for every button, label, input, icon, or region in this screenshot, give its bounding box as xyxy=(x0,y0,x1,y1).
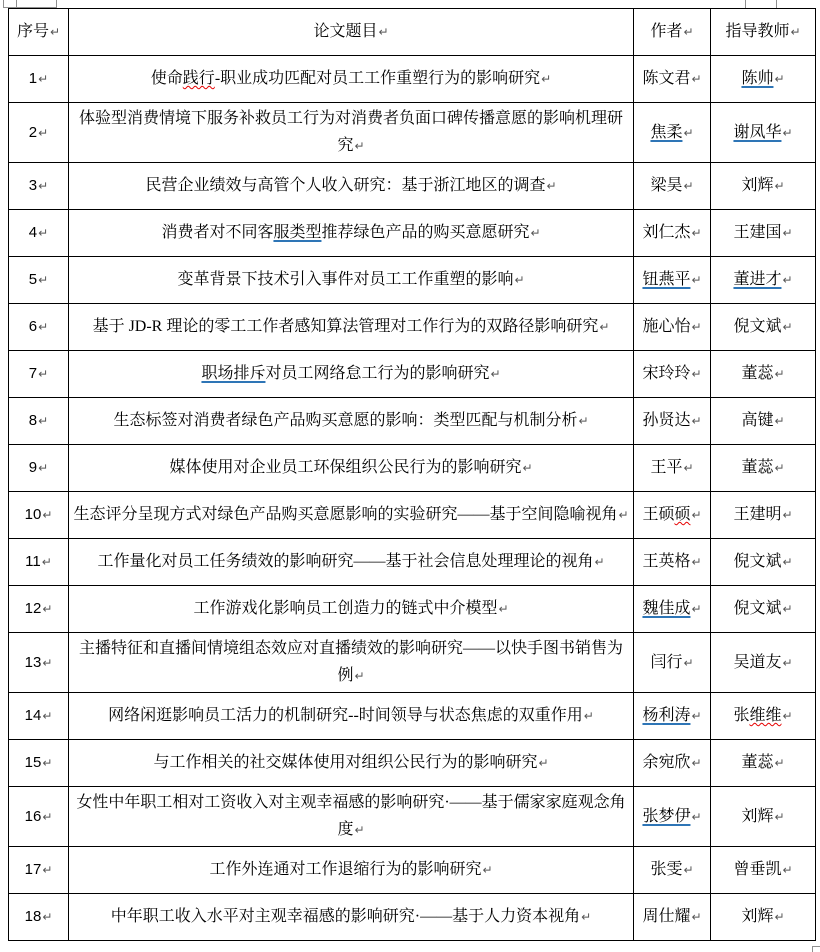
table-row xyxy=(9,163,816,210)
cell-author[interactable] xyxy=(634,492,711,539)
cell-end-mark: ↵ xyxy=(38,320,49,334)
table-row xyxy=(9,56,816,103)
cell-author[interactable] xyxy=(634,210,711,257)
cell-no[interactable]: 14↵ xyxy=(9,693,69,740)
text-segment: 倪文斌 xyxy=(733,600,782,617)
cell-end-mark: ↵ xyxy=(691,555,702,569)
cell-end-mark: ↵ xyxy=(782,125,793,140)
text-segment: 刘辉 xyxy=(741,908,774,925)
cell-end-mark: ↵ xyxy=(42,910,53,924)
text-segment: 推荐绿色产品的购买意愿研究 xyxy=(321,224,530,241)
text-segment: 闫行 xyxy=(650,653,683,671)
cell-end-mark: ↵ xyxy=(42,508,53,522)
cell-end-mark: ↵ xyxy=(38,125,49,140)
text-segment: 主播特征和直播间情境组态效应对直播绩效的影响研究——以快手图书销售为例 xyxy=(78,640,623,684)
text-segment: 董蕊 xyxy=(741,365,774,382)
cell-author[interactable] xyxy=(634,304,711,351)
cell-advisor[interactable] xyxy=(711,633,816,693)
cell-end-mark: ↵ xyxy=(482,863,493,877)
header-row xyxy=(9,9,816,56)
cell-advisor[interactable] xyxy=(711,56,816,103)
table-row xyxy=(9,787,816,847)
cell-author[interactable] xyxy=(634,56,711,103)
cell-end-mark: ↵ xyxy=(41,555,52,569)
cell-end-mark: ↵ xyxy=(774,367,785,381)
text-segment: 民营企业绩效与高管个人收入研究：基于浙江地区的调查 xyxy=(145,177,546,194)
cell-title[interactable] xyxy=(69,351,634,398)
table-row xyxy=(9,586,816,633)
table-handle-artifact-left-1 xyxy=(3,0,17,8)
text-segment: 施心怡 xyxy=(642,318,691,335)
cell-end-mark: ↵ xyxy=(691,602,702,616)
thesis-table xyxy=(8,8,816,941)
cell-title[interactable] xyxy=(69,445,634,492)
text-segment: 生态标签对消费者绿色产品购买意愿的影响：类型匹配与机制分析 xyxy=(113,412,578,429)
text-segment: 践行 xyxy=(182,70,215,87)
cell-end-mark: ↵ xyxy=(378,25,389,39)
text-segment: 张雯 xyxy=(650,861,683,878)
cell-end-mark: ↵ xyxy=(541,72,552,86)
cell-author[interactable] xyxy=(634,894,711,941)
cell-no[interactable]: 7↵ xyxy=(9,351,69,398)
cell-advisor[interactable] xyxy=(711,445,816,492)
cell-end-mark: ↵ xyxy=(691,273,702,287)
cell-end-mark: ↵ xyxy=(49,25,61,39)
text-segment: 孙贤达 xyxy=(642,412,691,429)
cell-advisor[interactable] xyxy=(711,103,816,163)
cell-no[interactable]: 8↵ xyxy=(9,398,69,445)
col-header-no-label: 序号 xyxy=(16,23,49,40)
cell-no[interactable]: 11↵ xyxy=(9,539,69,586)
cell-end-mark: ↵ xyxy=(782,508,793,522)
text-segment: 王硕 xyxy=(642,506,675,523)
text-segment: 谢凤华 xyxy=(733,123,782,141)
cell-end-mark: ↵ xyxy=(782,602,793,616)
cell-author[interactable] xyxy=(634,351,711,398)
cell-author[interactable] xyxy=(634,103,711,163)
text-segment: 对员工网络怠工行为的影响研究 xyxy=(265,365,490,382)
text-segment: 董蕊 xyxy=(741,754,774,771)
text-segment: 倪文斌 xyxy=(733,318,782,335)
cell-end-mark: ↵ xyxy=(691,910,702,924)
cell-advisor[interactable] xyxy=(711,693,816,740)
table-row xyxy=(9,210,816,257)
cell-end-mark: ↵ xyxy=(691,809,702,824)
cell-end-mark: ↵ xyxy=(691,756,702,770)
cell-no[interactable]: 18↵ xyxy=(9,894,69,941)
text-segment: 周仕耀 xyxy=(642,908,691,925)
table-header-row xyxy=(9,9,816,56)
text-segment: 王平 xyxy=(650,459,683,476)
cell-author[interactable] xyxy=(634,586,711,633)
text-segment: 梁昊 xyxy=(650,177,683,194)
text-segment: 魏佳成 xyxy=(642,600,691,617)
cell-author[interactable] xyxy=(634,398,711,445)
cell-author[interactable] xyxy=(634,847,711,894)
cell-end-mark: ↵ xyxy=(790,25,801,39)
table-resize-corner-artifact xyxy=(812,946,820,952)
text-segment: 中年职工收入水平对主观幸福感的影响研究·——基于人力资本视角 xyxy=(110,908,581,925)
table-row xyxy=(9,351,816,398)
text-segment: 工作量化对员工任务绩效的影响研究——基于社会信息处理理论的视角 xyxy=(97,553,594,570)
cell-end-mark: ↵ xyxy=(782,320,793,334)
text-segment: 董进才 xyxy=(733,271,782,288)
cell-end-mark: ↵ xyxy=(38,414,49,428)
cell-title[interactable] xyxy=(69,787,634,847)
text-segment: 陈帅 xyxy=(741,70,774,87)
text-segment: 工作外连通对工作退缩行为的影响研究 xyxy=(209,861,482,878)
col-header-title-label: 论文题目 xyxy=(313,23,378,40)
cell-end-mark: ↵ xyxy=(599,320,610,334)
cell-end-mark: ↵ xyxy=(691,226,702,240)
cell-author[interactable] xyxy=(634,257,711,304)
cell-title[interactable] xyxy=(69,492,634,539)
cell-end-mark: ↵ xyxy=(546,179,557,193)
cell-end-mark: ↵ xyxy=(38,179,49,193)
text-segment: 倪文斌 xyxy=(733,553,782,570)
cell-title[interactable] xyxy=(69,633,634,693)
table-row xyxy=(9,257,816,304)
cell-no[interactable]: 5↵ xyxy=(9,257,69,304)
cell-no[interactable]: 3↵ xyxy=(9,163,69,210)
table-row xyxy=(9,847,816,894)
cell-title[interactable] xyxy=(69,103,634,163)
cell-end-mark: ↵ xyxy=(683,179,694,193)
cell-title[interactable] xyxy=(69,163,634,210)
text-segment: 与工作相关的社交媒体使用对组织公民行为的影响研究 xyxy=(153,754,538,771)
text-segment: 王建明 xyxy=(733,506,782,523)
cell-no[interactable]: 10↵ xyxy=(9,492,69,539)
text-segment: 宋玲玲 xyxy=(642,365,691,382)
col-header-author-label: 作者 xyxy=(650,23,683,40)
cell-end-mark: ↵ xyxy=(782,226,793,240)
cell-end-mark: ↵ xyxy=(774,461,785,475)
cell-advisor[interactable] xyxy=(711,163,816,210)
cell-end-mark: ↵ xyxy=(691,367,702,381)
text-segment: 职场排斥 xyxy=(201,365,266,382)
cell-title[interactable] xyxy=(69,740,634,787)
cell-end-mark: ↵ xyxy=(42,709,53,723)
text-segment: 吴道友 xyxy=(733,653,782,671)
col-header-advisor-label: 指导教师 xyxy=(725,23,790,40)
cell-end-mark: ↵ xyxy=(38,367,49,381)
cell-end-mark: ↵ xyxy=(683,461,694,475)
cell-end-mark: ↵ xyxy=(683,863,694,877)
text-segment: 女性中年职工相对工资收入对主观幸福感的影响研究·——基于儒家家庭观念角度 xyxy=(76,794,626,838)
cell-end-mark: ↵ xyxy=(774,72,785,86)
cell-author[interactable] xyxy=(634,539,711,586)
cell-end-mark: ↵ xyxy=(683,655,694,670)
cell-no[interactable]: 6↵ xyxy=(9,304,69,351)
cell-end-mark: ↵ xyxy=(594,555,605,569)
cell-end-mark: ↵ xyxy=(42,756,53,770)
cell-advisor[interactable] xyxy=(711,539,816,586)
table-row xyxy=(9,894,816,941)
cell-author[interactable] xyxy=(634,787,711,847)
cell-end-mark: ↵ xyxy=(583,709,594,723)
text-segment: 陈文君 xyxy=(642,70,691,87)
cell-title[interactable] xyxy=(69,210,634,257)
cell-no[interactable]: 4↵ xyxy=(9,210,69,257)
cell-author[interactable] xyxy=(634,445,711,492)
table-row xyxy=(9,304,816,351)
cell-end-mark: ↵ xyxy=(530,226,541,240)
cell-no[interactable]: 17↵ xyxy=(9,847,69,894)
text-segment: 刘辉 xyxy=(741,807,774,825)
table-handle-artifact-left-2 xyxy=(16,0,57,8)
table-row xyxy=(9,445,816,492)
cell-end-mark: ↵ xyxy=(782,863,793,877)
text-segment: 网络闲逛影响员工活力的机制研究--时间领导与状态焦虑的双重作用 xyxy=(108,707,583,724)
cell-end-mark: ↵ xyxy=(774,910,785,924)
cell-advisor[interactable] xyxy=(711,586,816,633)
text-segment: 王建国 xyxy=(733,224,782,241)
cell-end-mark: ↵ xyxy=(581,910,592,924)
cell-title[interactable] xyxy=(69,586,634,633)
text-segment: 张 xyxy=(733,707,750,724)
cell-end-mark: ↵ xyxy=(42,863,53,877)
table-row xyxy=(9,693,816,740)
cell-end-mark: ↵ xyxy=(691,72,702,86)
col-header-author[interactable] xyxy=(634,9,711,56)
cell-end-mark: ↵ xyxy=(38,226,49,240)
table-row xyxy=(9,103,816,163)
cell-advisor[interactable] xyxy=(711,351,816,398)
cell-no[interactable]: 2↵ xyxy=(9,103,69,163)
text-segment: 钮燕平 xyxy=(642,271,691,288)
text-segment: 刘辉 xyxy=(741,177,774,194)
cell-no[interactable]: 15↵ xyxy=(9,740,69,787)
table-row xyxy=(9,633,816,693)
cell-end-mark: ↵ xyxy=(774,414,785,428)
cell-end-mark: ↵ xyxy=(354,139,365,153)
cell-end-mark: ↵ xyxy=(683,25,694,39)
cell-advisor[interactable] xyxy=(711,257,816,304)
col-header-no[interactable] xyxy=(9,9,69,56)
cell-end-mark: ↵ xyxy=(691,320,702,334)
cell-title[interactable] xyxy=(69,56,634,103)
text-segment: 硕 xyxy=(674,506,691,523)
cell-title[interactable] xyxy=(69,398,634,445)
cell-author[interactable] xyxy=(634,163,711,210)
cell-advisor[interactable] xyxy=(711,894,816,941)
cell-end-mark: ↵ xyxy=(42,809,53,824)
text-segment: 生态评分呈现方式对绿色产品购买意愿影响的实验研究——基于空间隐喻视角 xyxy=(73,506,618,523)
cell-author[interactable] xyxy=(634,740,711,787)
cell-end-mark: ↵ xyxy=(354,669,365,683)
text-segment: 高键 xyxy=(741,412,774,429)
cell-end-mark: ↵ xyxy=(691,414,702,428)
cell-end-mark: ↵ xyxy=(782,273,793,287)
text-segment: 体验型消费情境下服务补救员工行为对消费者负面口碑传播意愿的影响机理研究 xyxy=(78,110,623,154)
cell-no[interactable]: 9↵ xyxy=(9,445,69,492)
cell-title[interactable] xyxy=(69,539,634,586)
cell-advisor[interactable] xyxy=(711,847,816,894)
cell-end-mark: ↵ xyxy=(782,555,793,569)
text-segment: 基于 JD-R 理论的零工工作者感知算法管理对工作行为的双路径影响研究 xyxy=(92,318,599,335)
table-row xyxy=(9,398,816,445)
cell-no[interactable]: 1↵ xyxy=(9,56,69,103)
cell-end-mark: ↵ xyxy=(774,809,785,824)
text-segment: 媒体使用对企业员工环保组织公民行为的影响研究 xyxy=(169,459,522,476)
text-segment: 工作游戏化影响员工创造力的链式中介模型 xyxy=(193,600,498,617)
cell-end-mark: ↵ xyxy=(538,756,549,770)
cell-end-mark: ↵ xyxy=(514,273,525,287)
table-row xyxy=(9,492,816,539)
cell-end-mark: ↵ xyxy=(691,709,702,723)
cell-end-mark: ↵ xyxy=(691,508,702,522)
cell-end-mark: ↵ xyxy=(42,602,53,616)
text-segment: 使命 xyxy=(150,70,183,87)
cell-end-mark: ↵ xyxy=(774,179,785,193)
cell-no[interactable]: 13↵ xyxy=(9,633,69,693)
cell-end-mark: ↵ xyxy=(618,508,629,522)
cell-end-mark: ↵ xyxy=(354,823,365,837)
cell-advisor[interactable] xyxy=(711,304,816,351)
cell-end-mark: ↵ xyxy=(42,655,53,670)
cell-advisor[interactable] xyxy=(711,210,816,257)
table-body xyxy=(9,56,816,941)
text-segment: 张梦伊 xyxy=(642,807,691,825)
cell-end-mark: ↵ xyxy=(498,602,509,616)
text-segment: 曾垂凯 xyxy=(733,861,782,878)
cell-end-mark: ↵ xyxy=(774,756,785,770)
cell-title[interactable] xyxy=(69,894,634,941)
cell-author[interactable] xyxy=(634,693,711,740)
cell-advisor[interactable] xyxy=(711,787,816,847)
cell-end-mark: ↵ xyxy=(38,273,49,287)
cell-title[interactable] xyxy=(69,257,634,304)
cell-end-mark: ↵ xyxy=(782,709,793,723)
cell-title[interactable] xyxy=(69,847,634,894)
cell-advisor[interactable] xyxy=(711,740,816,787)
cell-author[interactable] xyxy=(634,633,711,693)
cell-end-mark: ↵ xyxy=(38,461,49,475)
cell-title[interactable] xyxy=(69,304,634,351)
cell-no[interactable]: 16↵ xyxy=(9,787,69,847)
cell-end-mark: ↵ xyxy=(782,655,793,670)
col-header-advisor[interactable] xyxy=(711,9,816,56)
text-segment: 维维 xyxy=(749,707,782,724)
text-segment: 余宛欣 xyxy=(642,754,691,771)
cell-title[interactable] xyxy=(69,693,634,740)
table-row xyxy=(9,539,816,586)
cell-advisor[interactable] xyxy=(711,398,816,445)
table-row xyxy=(9,740,816,787)
text-segment: 刘仁杰 xyxy=(642,224,691,241)
cell-end-mark: ↵ xyxy=(490,367,501,381)
text-segment: 董蕊 xyxy=(741,459,774,476)
text-segment: 焦柔 xyxy=(650,123,683,141)
text-segment: 消费者对不同客 xyxy=(161,224,274,241)
text-segment: 服类型 xyxy=(273,224,322,241)
text-segment: 杨利涛 xyxy=(642,707,691,724)
cell-end-mark: ↵ xyxy=(683,125,694,140)
cell-end-mark: ↵ xyxy=(578,414,589,428)
text-segment: 王英格 xyxy=(642,553,691,570)
cell-advisor[interactable] xyxy=(711,492,816,539)
cell-end-mark: ↵ xyxy=(38,72,49,86)
cell-no[interactable]: 12↵ xyxy=(9,586,69,633)
text-segment: -职业成功匹配对员工工作重塑行为的影响研究 xyxy=(214,70,541,87)
text-segment: 变革背景下技术引入事件对员工工作重塑的影响 xyxy=(177,271,514,288)
col-header-title[interactable] xyxy=(69,9,634,56)
cell-end-mark: ↵ xyxy=(522,461,533,475)
